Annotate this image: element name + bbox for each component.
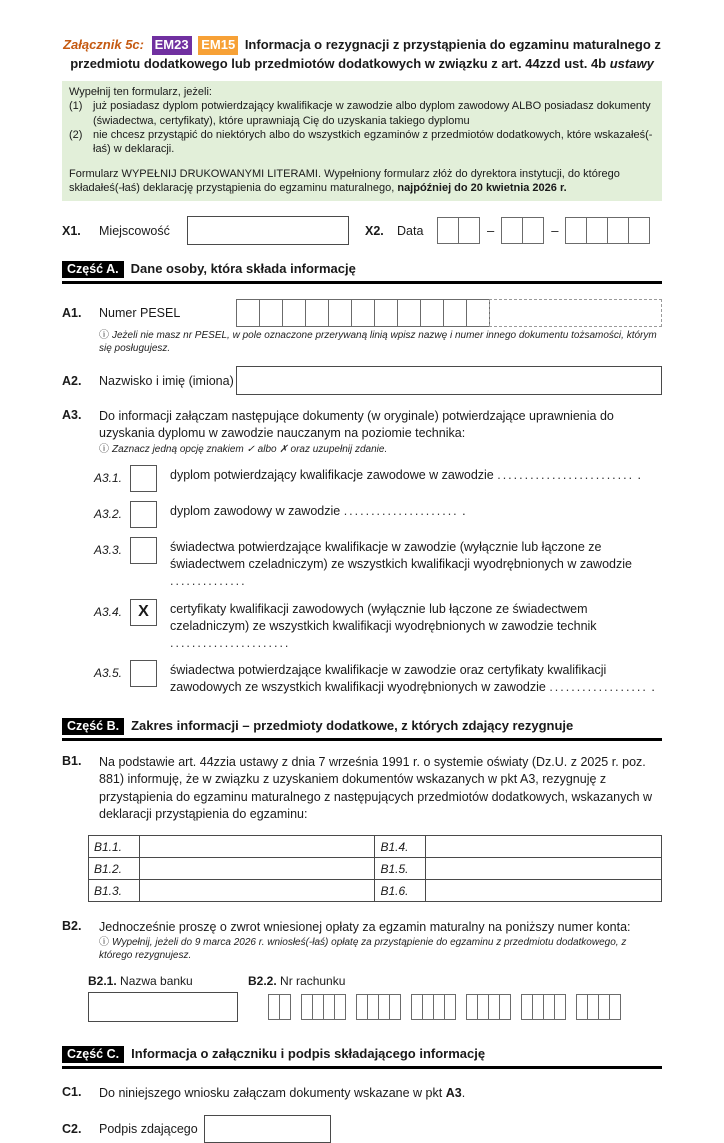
b1-statement-text: Na podstawie art. 44zzia ustawy z dnia 7 września 1991 r. o systemie oświaty (Dz.U. z 2025 r. poz. 881) informuję, że w związku z uzyskaniem dokumentów wskazanych w pkt A3, rezygnuję z przystąpienia do egzaminu maturalnego z następujących przedmiotów dodatkowych, wskazanych w deklaracji przystąpienia do egzaminu: (99, 755, 653, 821)
pesel-cell[interactable] (328, 299, 352, 327)
pesel-note: ⓘ Jeżeli nie masz nr PESEL, w pole oznaczone przerywaną linią wpisz nazwę i numer innego dokumentu tożsamości, którym się posługujesz. (99, 330, 657, 354)
pesel-cells (236, 299, 662, 327)
field-id-x1: X1. (62, 223, 81, 238)
account-cells-group (521, 994, 566, 1020)
date-day-cells (437, 217, 480, 244)
pesel-row (62, 299, 662, 327)
place-label: Miejscowość (99, 223, 170, 238)
c1-bold-ref: A3 (445, 1086, 462, 1101)
option-id: A3.2. (94, 507, 123, 522)
checkbox-a3-2[interactable] (130, 501, 157, 528)
account-cell[interactable] (554, 994, 566, 1020)
account-cell[interactable] (499, 994, 511, 1020)
field-id-x2: X2. (365, 223, 384, 238)
a3-option-2 (94, 501, 662, 528)
pesel-label: Numer PESEL (99, 306, 181, 321)
account-cells-group (356, 994, 401, 1020)
bank-name-label: B2.1. Nazwa banku (88, 974, 193, 989)
section-b-header (62, 718, 662, 741)
checkbox-a3-1[interactable] (130, 465, 157, 492)
subject-input-b1-1[interactable] (139, 836, 375, 858)
resigned-subjects-table (88, 835, 662, 902)
a3-option-3 (94, 537, 662, 590)
fill-in-line[interactable]: ......................... (497, 468, 635, 483)
pesel-cell[interactable] (420, 299, 444, 327)
a3-option-5 (94, 660, 662, 696)
option-text: dyplom zawodowy w zawodzie ..................... . (170, 504, 466, 519)
fill-in-line[interactable]: .............. (170, 573, 247, 588)
name-label: Nazwisko i imię (imiona) (99, 373, 234, 388)
pesel-cell[interactable] (236, 299, 260, 327)
b2-note: ⓘ Wypełnij, jeżeli do 9 marca 2026 r. wniosłeś(-łaś) opłatę za przystąpienie do egzaminu z przedmiotu dodatkowego, z którego rezygnujesz. (99, 937, 627, 961)
section-c-title: Informacja o załączniku i podpis składającego informację (131, 1046, 486, 1062)
subject-input-b1-4[interactable] (426, 836, 662, 858)
option-text: dyplom potwierdzający kwalifikacje zawodowe w zawodzie ......................... . (170, 468, 642, 483)
form-code-badge-em15: EM15 (198, 36, 238, 55)
account-cells-group (411, 994, 456, 1020)
intro-item-text: już posiadasz dyplom potwierdzający kwalifikacje w zawodzie albo dyplom zawodowy ALBO posiadasz dokumenty (świadectwa, certyfikaty), które uprawniają Cię do uzyskania takiego dyplomu (93, 100, 651, 127)
account-cell[interactable] (334, 994, 346, 1020)
c1-statement (62, 1085, 662, 1102)
c1-statement-text: Do niniejszego wniosku załączam dokumenty wskazane w pkt A3. (99, 1086, 466, 1101)
field-id-c1: C1. (62, 1085, 82, 1100)
account-cells-group (268, 994, 291, 1020)
b2-statement (62, 919, 662, 936)
info-icon: ⓘ (99, 330, 109, 342)
form-code-badge-em23: EM23 (152, 36, 192, 55)
option-id: A3.1. (94, 471, 123, 486)
section-c-badge: Część C. (62, 1046, 124, 1063)
place-input[interactable] (187, 216, 349, 245)
option-text: świadectwa potwierdzające kwalifikacje w zawodzie (wyłącznie lub łączone ze świadectwem czeladniczym) ze wszystkich kwalifikacji wyodrębnionych w zawodzie .............. (170, 540, 632, 588)
table-label: B1.1. (89, 836, 140, 858)
pesel-cell[interactable] (466, 299, 490, 327)
option-id: A3.4. (94, 604, 123, 619)
table-row (89, 836, 662, 858)
account-number-label: B2.2. Nr rachunku (248, 974, 346, 989)
pesel-cell[interactable] (259, 299, 283, 327)
signature-row (62, 1115, 662, 1143)
pesel-cell[interactable] (374, 299, 398, 327)
intro-item-1 (69, 99, 655, 128)
field-id-a2: A2. (62, 373, 82, 388)
b2-statement-text: Jednocześnie proszę o zwrot wniesionej opłaty za egzamin maturalny na poniższy numer konta: (99, 920, 631, 935)
table-label: B1.5. (375, 858, 426, 880)
subject-input-b1-6[interactable] (426, 880, 662, 902)
table-row (89, 880, 662, 902)
option-id: A3.5. (94, 666, 123, 681)
intro-footer: Formularz WYPEŁNIJ DRUKOWANYMI LITERAMI. Wypełniony formularz złóż do dyrektora instytucji, do którego składałeś(-łaś) deklarację przystąpienia do egzaminu maturalnego, najpóźniej do 20 kwietnia 2026 r. (69, 167, 620, 194)
intro-instructions-box (62, 81, 662, 201)
name-row (62, 366, 662, 395)
field-id-c2: C2. (62, 1121, 82, 1136)
date-year-cell[interactable] (628, 217, 650, 244)
field-id-a3: A3. (62, 408, 82, 423)
field-id-b1: B1. (62, 754, 82, 769)
signature-input[interactable] (204, 1115, 331, 1143)
section-a-badge: Część A. (62, 261, 124, 278)
table-row (89, 858, 662, 880)
pesel-cell[interactable] (351, 299, 375, 327)
form-title: Informacja o rezygnacji z przystąpienia do egzaminu maturalnego z przedmiotu dodatkowego lub przedmiotów dodatkowych w związku z art. 44zzd ust. 4b (70, 37, 661, 71)
table-label: B1.6. (375, 880, 426, 902)
account-cells-group (301, 994, 346, 1020)
b1-statement (62, 754, 662, 823)
date-separator: – (551, 223, 559, 239)
section-a-title: Dane osoby, która składa informację (130, 261, 356, 277)
account-cells-group (466, 994, 511, 1020)
date-label: Data (397, 223, 424, 238)
subject-input-b1-3[interactable] (139, 880, 375, 902)
a3-note: ⓘ Zaznacz jedną opcję znakiem ✓ albo ✗ oraz uzupełnij zdanie. (99, 443, 388, 455)
info-icon: ⓘ (99, 443, 109, 455)
account-cell[interactable] (389, 994, 401, 1020)
intro-deadline: najpóźniej do 20 kwietnia 2026 r. (397, 181, 567, 194)
section-b-title: Zakres informacji – przedmioty dodatkowe, z których zdający rezygnuje (131, 718, 574, 734)
date-separator: – (487, 223, 495, 239)
form-title-italic: ustawy (609, 55, 654, 71)
other-document-input[interactable] (489, 299, 662, 327)
form-header (62, 36, 662, 72)
account-cells-group (576, 994, 621, 1020)
section-b-badge: Część B. (62, 718, 124, 735)
section-c-header (62, 1046, 662, 1069)
date-day-cell[interactable] (437, 217, 459, 244)
date-month-cell[interactable] (501, 217, 523, 244)
attachment-label: Załącznik 5c: (63, 37, 144, 52)
checkbox-a3-4-checked[interactable]: X (130, 599, 157, 626)
account-cell[interactable] (279, 994, 291, 1020)
a3-intro (62, 408, 662, 443)
fill-in-line[interactable]: ...................... (170, 635, 291, 650)
info-icon: ⓘ (99, 937, 109, 949)
subject-input-b1-2[interactable] (139, 858, 375, 880)
section-a-header (62, 261, 662, 284)
fill-in-line[interactable]: .................. (549, 680, 648, 695)
intro-item-2 (69, 128, 655, 157)
table-label: B1.2. (89, 858, 140, 880)
intro-heading: Wypełnij ten formularz, jeżeli: (69, 86, 212, 99)
account-cell[interactable] (444, 994, 456, 1020)
date-day-cell[interactable] (458, 217, 480, 244)
fill-in-line[interactable]: ..................... (343, 504, 459, 519)
date-month-cell[interactable] (522, 217, 544, 244)
table-label: B1.3. (89, 880, 140, 902)
intro-item-number: (1) (69, 100, 83, 113)
date-year-cell[interactable] (565, 217, 587, 244)
pesel-cell[interactable] (282, 299, 306, 327)
table-label: B1.4. (375, 836, 426, 858)
b2-inputs-row (88, 992, 662, 1022)
date-year-cell[interactable] (607, 217, 629, 244)
b2-field-labels (88, 974, 662, 988)
option-text: świadectwa potwierdzające kwalifikacje w zawodzie oraz certyfikaty kwalifikacji zawodowych ze wszystkich kwalifikacji wyodrębnionych w zawodzie .................. . (170, 663, 655, 695)
pesel-cell[interactable] (443, 299, 467, 327)
field-id-b2: B2. (62, 919, 82, 934)
a3-option-1 (94, 465, 662, 492)
account-cell[interactable] (609, 994, 621, 1020)
place-and-date-row (62, 216, 662, 245)
intro-item-number: (2) (69, 128, 83, 141)
intro-item-text: nie chcesz przystąpić do niektórych albo do wszystkich egzaminów z przedmiotów dodatkowych, które wskazałeś(-łaś) w deklaracji. (93, 128, 653, 156)
name-input[interactable] (236, 366, 662, 395)
bank-name-input[interactable] (88, 992, 238, 1022)
option-id: A3.3. (94, 543, 123, 558)
option-text: certyfikaty kwalifikacji zawodowych (wyłącznie lub łączone ze świadectwem czeladniczym) ze wszystkich kwalifikacji wyodrębnionych w zawodzie technik ...................... (170, 601, 597, 650)
pesel-cell[interactable] (305, 299, 329, 327)
date-year-cells (565, 217, 650, 244)
a3-option-4 (94, 599, 662, 652)
subject-input-b1-5[interactable] (426, 858, 662, 880)
field-id-a1: A1. (62, 306, 82, 321)
signature-label: Podpis zdającego (99, 1121, 198, 1136)
pesel-cell[interactable] (397, 299, 421, 327)
checkbox-a3-5[interactable] (130, 660, 157, 687)
checkbox-a3-3[interactable] (130, 537, 157, 564)
date-month-cells (501, 217, 544, 244)
date-year-cell[interactable] (586, 217, 608, 244)
a3-intro-text: Do informacji załączam następujące dokumenty (w oryginale) potwierdzające uprawnienia do uzyskania dyplomu w zawodzie nauczanym na poziomie technika: (99, 409, 614, 441)
